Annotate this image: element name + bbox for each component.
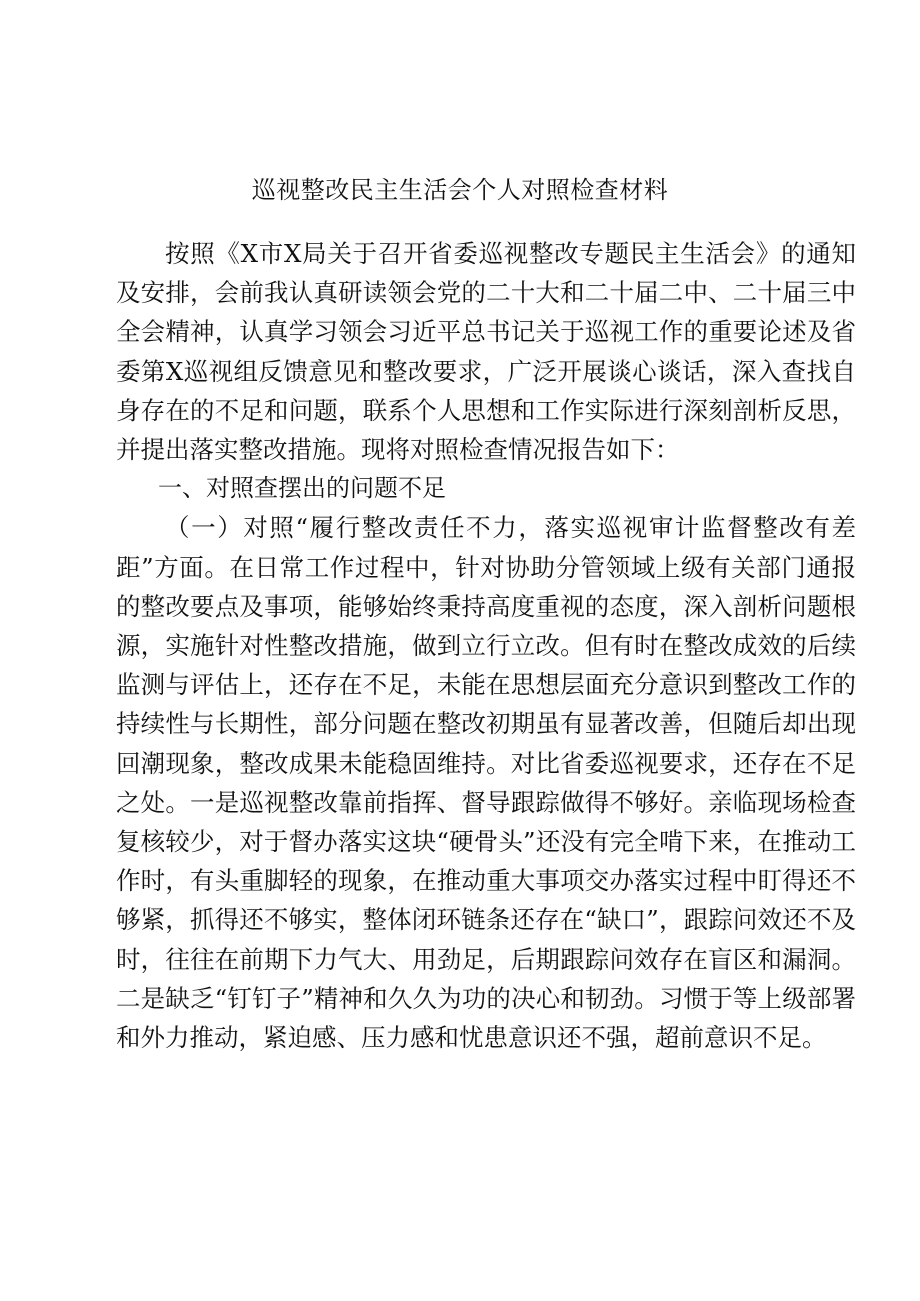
- section-paragraph: （一）对照“履行整改责任不力，落实巡视审计监督整改有差距”方面。在日常工作过程中，针对协助分管领域上级有关部门通报的整改要点及事项，能够始终秉持高度重视的态度，深入剖析问题根源，实施针对性整改措施，做到立行立改。但有时在整改成效的后续监测与评估上，还存在不足，未能在思想层面充分意识到整改工作的持续性与长期性，部分问题在整改初期虽有显著改善，但随后却出现回潮现象，整改成果未能稳固维持。对比省委巡视要求，还存在不足之处。一是巡视整改靠前指挥、督导跟踪做得不够好。亲临现场检查复核较少，对于督办落实这块“硬骨头”还没有完全啃下来，在推动工作时，有头重脚轻的现象，在推动重大事项交办落实过程中盯得还不够紧，抓得还不够实，整体闭环链条还存在“缺口”，跟踪问效还不及时，往往在前期下力气大、用劲足，后期跟踪问效存在盲区和漏洞。二是缺乏“钉钉子”精神和久久为功的决心和韧劲。习惯于等上级部署和外力推动，紧迫感、压力感和忧患意识还不强，超前意识不足。: [116, 513, 856, 1053]
- document-body: [116, 234, 856, 1057]
- document-title: 巡视整改民主生活会个人对照检查材料: [251, 176, 669, 204]
- section-heading: 一、对照查摆出的问题不足: [158, 474, 446, 503]
- intro-paragraph: 按照《X市X局关于召开省委巡视整改专题民主生活会》的通知及安排，会前我认真研读领会党的二十大和二十届二中、二十届三中全会精神，认真学习领会习近平总书记关于巡视工作的重要论述及省委第X巡视组反馈意见和整改要求，广泛开展谈心谈话，深入查找自身存在的不足和问题，联系个人思想和工作实际进行深刻剖析反思，并提出落实整改措施。现将对照检查情况报告如下：: [116, 239, 856, 465]
